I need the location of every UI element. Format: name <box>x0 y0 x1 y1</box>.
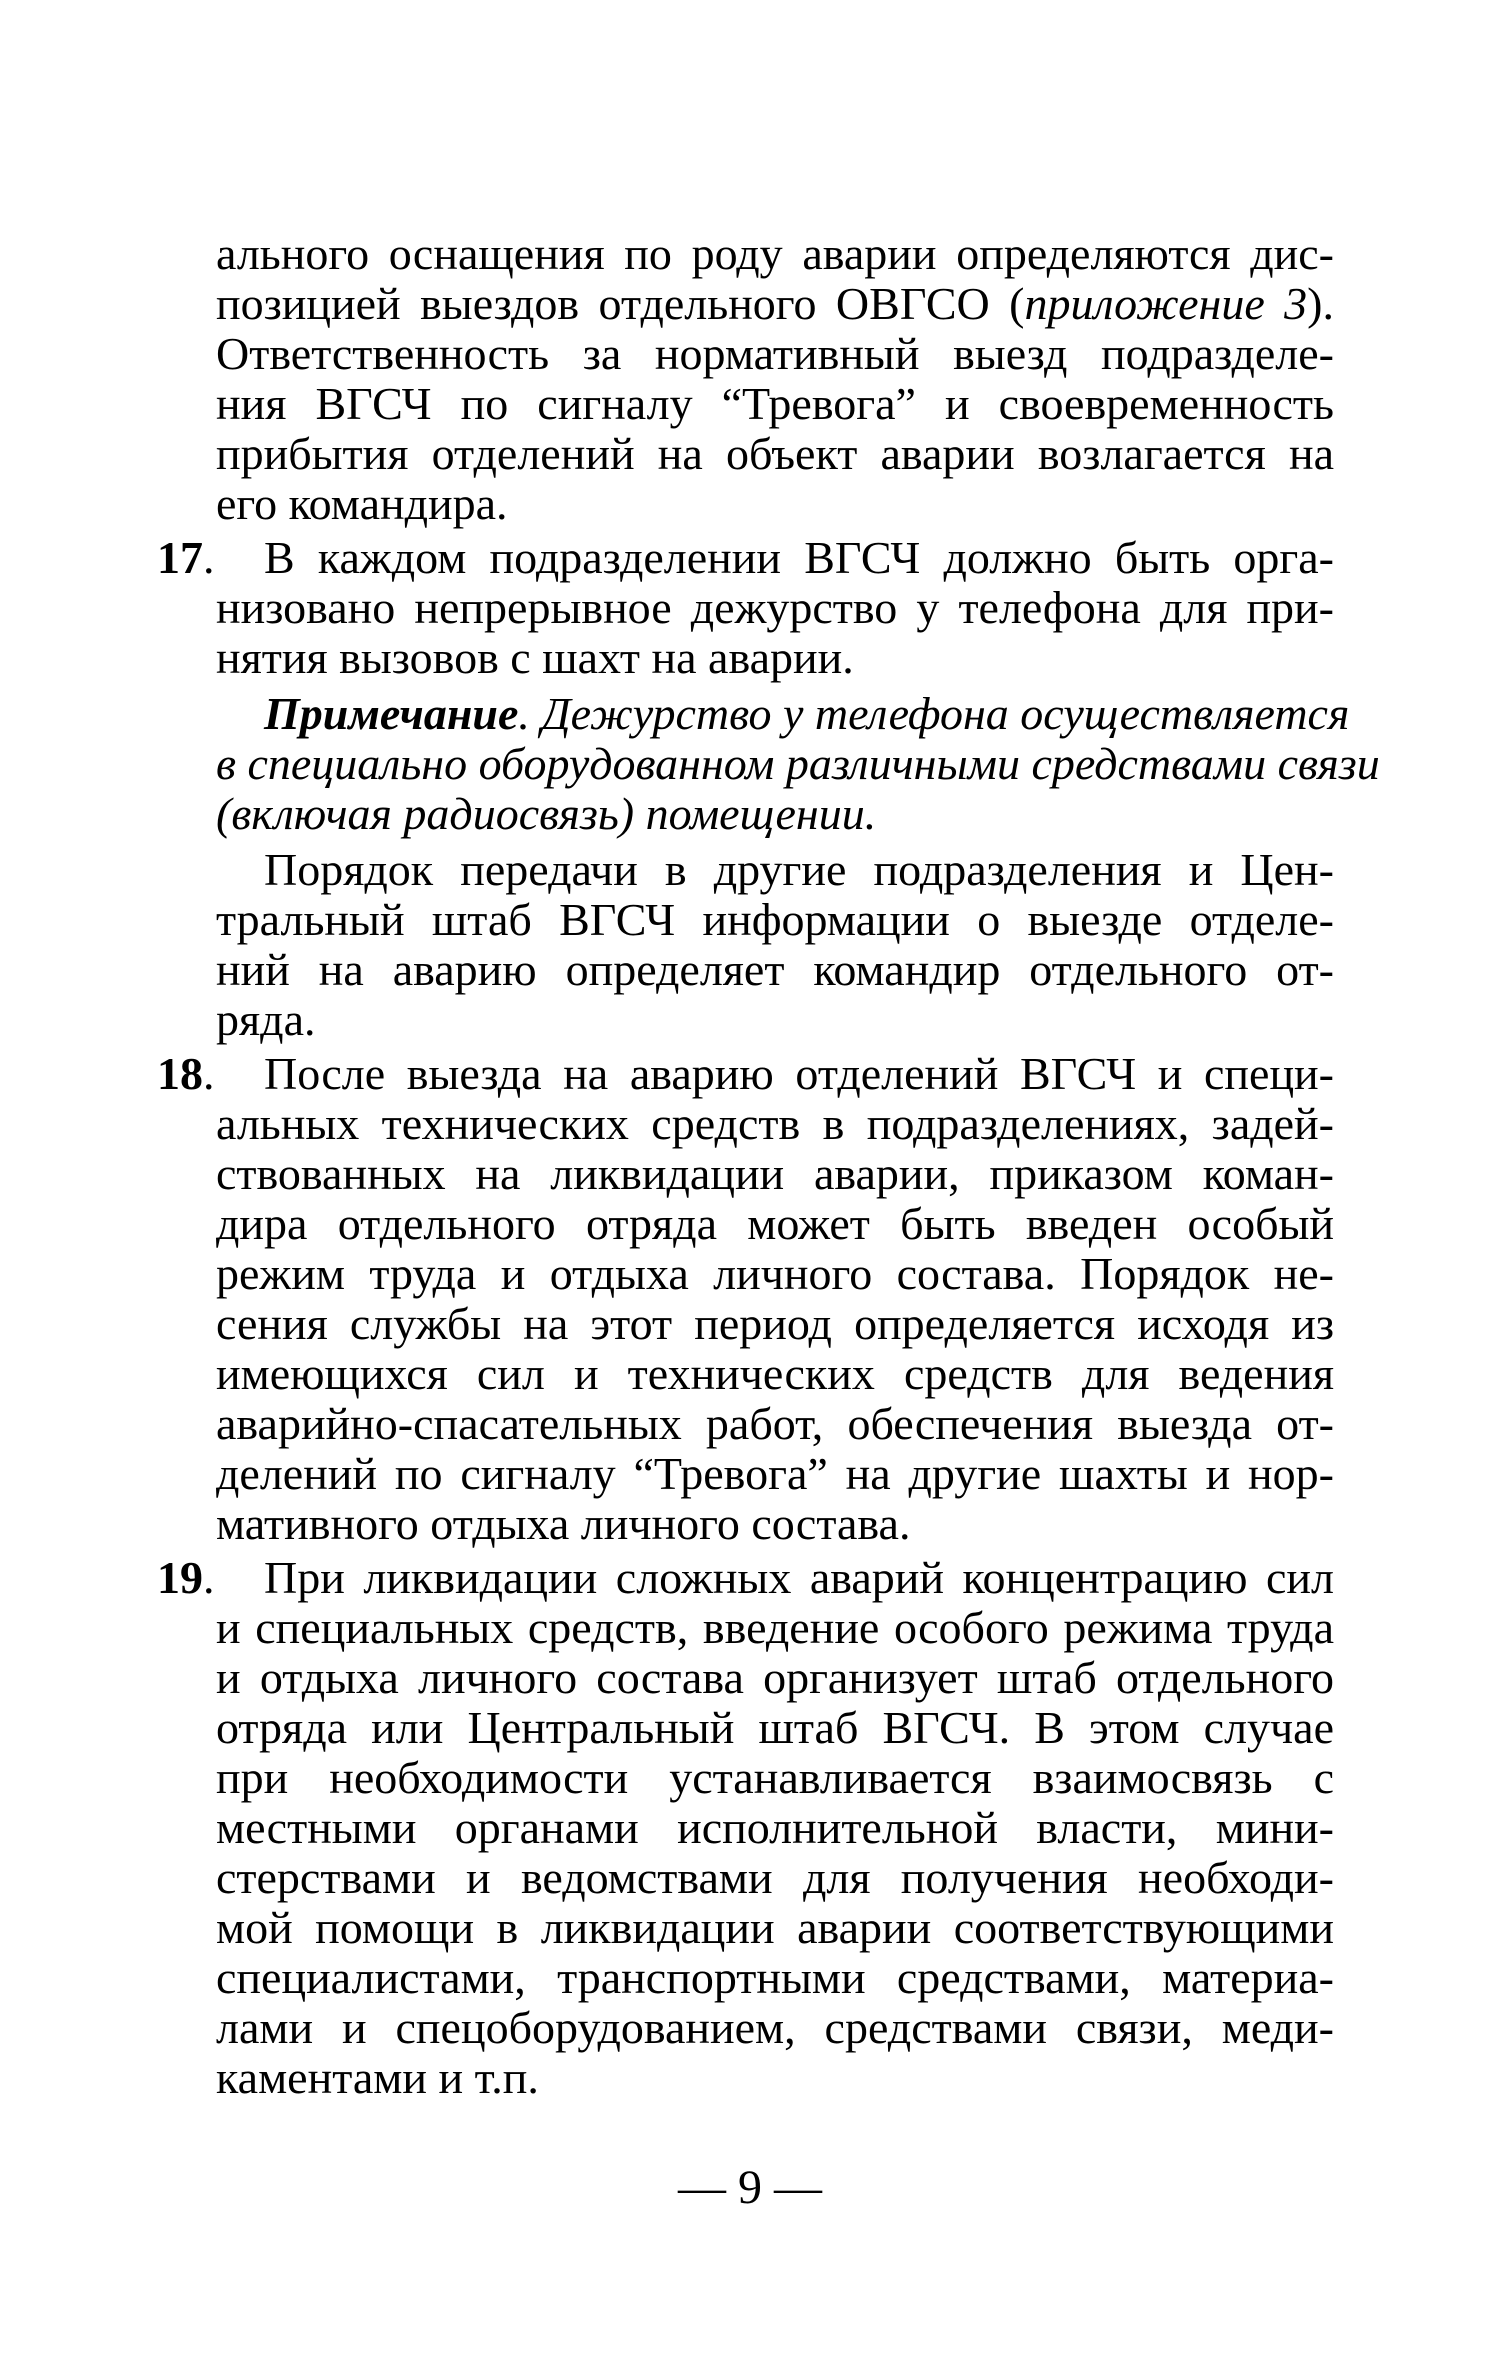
item-19-line-9: специалистами, транспортными средствами, материа- <box>216 1952 1334 2003</box>
order-line-4: ряда. <box>216 994 316 1045</box>
item-18-line-9: делений по сигналу “Тревога” на другие шахты и нор- <box>216 1448 1334 1499</box>
item-19-line-8: мой помощи в ликвидации аварии соответствующими <box>216 1902 1334 1953</box>
page-number: — 9 — <box>678 2161 822 2214</box>
item-number-value: 19 <box>157 1552 203 1603</box>
intro-line-2 <box>216 278 1334 330</box>
intro-line-2-text: позицией выездов отдельного ОВГСО ( <box>216 278 1025 329</box>
item-19-line-4: отряда или Центральный штаб ВГСЧ. В этом случае <box>216 1702 1334 1753</box>
note-line-1-text: . Дежурство у телефона осуществляется <box>518 688 1350 739</box>
item-18-line-7: имеющихся сил и технических средств для ведения <box>216 1348 1334 1399</box>
order-line-3: ний на аварию определяет командир отдельного от- <box>216 944 1334 995</box>
item-18-line-1: После выезда на аварию отделений ВГСЧ и специ- <box>264 1048 1334 1099</box>
note-line-3: (включая радиосвязь) помещении. <box>216 788 877 839</box>
item-number-value: 17 <box>157 532 203 583</box>
item-18-line-10: мативного отдыха личного состава. <box>216 1498 911 1549</box>
appendix-reference: приложение 3 <box>1024 278 1308 329</box>
item-17-number: 17. <box>157 532 215 583</box>
note-line-2: в специально оборудованном различными средствами связи <box>216 738 1380 789</box>
item-17-line-3: нятия вызовов с шахт на аварии. <box>216 632 854 683</box>
item-18-line-4: дира отдельного отряда может быть введен особый <box>216 1198 1334 1249</box>
item-18-line-6: сения службы на этот период определяется исходя из <box>216 1298 1334 1349</box>
item-19-line-2: и специальных средств, введение особого режима труда <box>216 1602 1334 1653</box>
intro-line-4: ния ВГСЧ по сигналу “Тревога” и своевременность <box>216 378 1334 429</box>
item-18-line-5: режим труда и отдыха личного состава. Порядок не- <box>216 1248 1334 1299</box>
item-19-number: 19. <box>157 1552 215 1603</box>
order-line-1: Порядок передачи в другие подразделения и Цен- <box>264 844 1334 895</box>
order-line-2: тральный штаб ВГСЧ информации о выезде отделе- <box>216 894 1334 945</box>
item-18-number: 18. <box>157 1048 215 1099</box>
note-line-1 <box>264 688 1350 740</box>
item-19-line-1: При ликвидации сложных аварий концентрацию сил <box>264 1552 1334 1603</box>
intro-line-1: ального оснащения по роду аварии определяются дис- <box>216 228 1334 279</box>
item-19-line-7: стерствами и ведомствами для получения необходи- <box>216 1852 1334 1903</box>
item-18-line-8: аварийно-спасательных работ, обеспечения выезда от- <box>216 1398 1334 1449</box>
intro-line-6: его командира. <box>216 478 508 529</box>
item-19-line-3: и отдыха личного состава организует штаб отдельного <box>216 1652 1334 1703</box>
item-19-line-5: при необходимости устанавливается взаимосвязь с <box>216 1752 1334 1803</box>
item-18-line-3: ствованных на ликвидации аварии, приказом коман- <box>216 1148 1334 1199</box>
intro-line-3: Ответственность за нормативный выезд подразделе- <box>216 328 1334 379</box>
item-19-line-11: каментами и т.п. <box>216 2052 539 2103</box>
appendix-reference-close: ). <box>1307 278 1334 329</box>
item-17-line-2: низовано непрерывное дежурство у телефона для при- <box>216 582 1334 633</box>
item-number-value: 18 <box>157 1048 203 1099</box>
item-17-line-1: В каждом подразделении ВГСЧ должно быть орга- <box>264 532 1334 583</box>
item-19-line-10: лами и спецоборудованием, средствами связи, меди- <box>216 2002 1334 2053</box>
item-19-line-6: местными органами исполнительной власти, мини- <box>216 1802 1334 1853</box>
intro-line-5: прибытия отделений на объект аварии возлагается на <box>216 428 1334 479</box>
item-18-line-2: альных технических средств в подразделениях, задей- <box>216 1098 1334 1149</box>
note-label: Примечание <box>264 688 519 739</box>
